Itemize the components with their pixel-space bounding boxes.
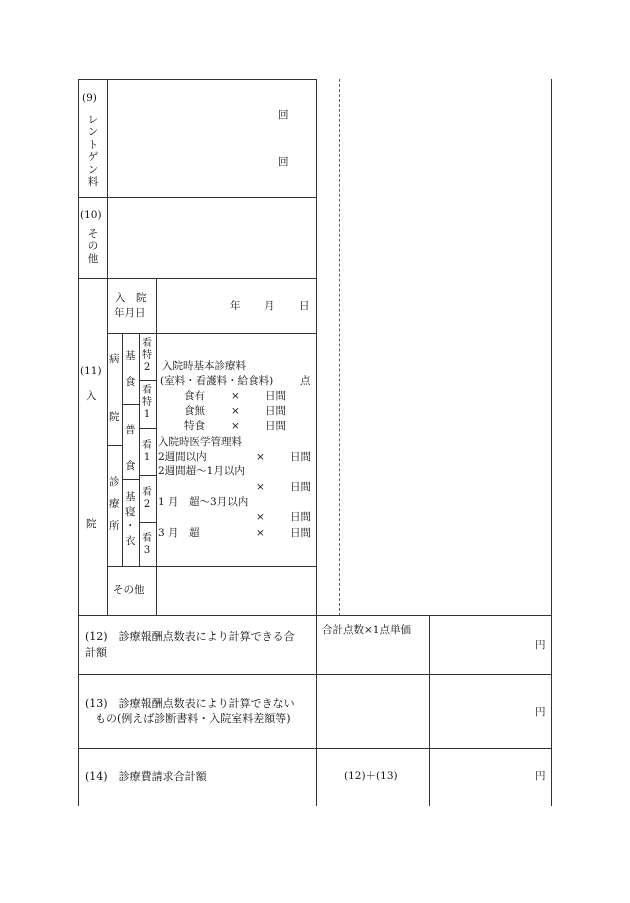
meal-base-char-1: 基 xyxy=(125,350,136,362)
clinic-char-3: 所 xyxy=(109,520,120,532)
meal-row-unit: 日間 xyxy=(265,390,286,402)
basic-fee-subtitle: (室料・看護料・給食料) xyxy=(160,375,274,387)
hline-9-10 xyxy=(78,197,316,198)
dashed-separator xyxy=(339,79,340,616)
mgmt-row-x: × xyxy=(256,511,265,523)
meal-row-label: 食有 xyxy=(184,390,205,402)
row10-number: (10) xyxy=(80,209,102,221)
row14-middle: (12)＋(13) xyxy=(344,770,398,782)
border-right xyxy=(551,79,552,806)
ward-char-2: 院 xyxy=(109,411,120,423)
hline-other xyxy=(107,566,316,567)
hline-nurse-4 xyxy=(139,522,156,523)
hline-10-11 xyxy=(78,278,316,279)
meal-row-x: × xyxy=(231,420,240,432)
border-left xyxy=(78,79,79,806)
mgmt-row-unit: 日間 xyxy=(290,451,311,463)
row12-label-line2: 計額 xyxy=(85,646,107,659)
nurse-cell-2: 看2 xyxy=(142,487,152,510)
mgmt-row-label: 2週間超〜1月以内 xyxy=(158,465,245,477)
hline-13 xyxy=(78,674,552,675)
meal-row-label: 食無 xyxy=(184,405,205,417)
mgmt-row-label: 1 月 超〜3月以内 xyxy=(158,496,249,508)
admission-date-label: 入 院 xyxy=(115,292,147,304)
bedding-char-3: ・ xyxy=(125,520,136,532)
mgmt-row-unit: 日間 xyxy=(290,511,311,523)
meal-row-unit: 日間 xyxy=(265,420,286,432)
clinic-char-1: 診 xyxy=(109,476,120,488)
row12-middle: 合計点数×1点単価 xyxy=(322,624,411,636)
mid-col-border-2 xyxy=(429,615,430,806)
hline-regular-bed xyxy=(122,479,139,480)
mgmt-row-x: × xyxy=(256,451,265,463)
row9-label: レントゲン料 xyxy=(87,114,99,188)
hline-nurse-2 xyxy=(139,428,156,429)
row14-label: (14) 診療費請求合計額 xyxy=(85,770,207,783)
hline-ward-clinic xyxy=(107,445,122,446)
hline-12 xyxy=(78,615,552,616)
admission-date-label-2: 年月日 xyxy=(114,307,146,319)
nurse-cell-1: 看1 xyxy=(142,440,152,463)
admission-label-border xyxy=(156,278,157,615)
mgmt-fee-title: 入院時医学管理料 xyxy=(158,436,242,448)
date-month: 月 xyxy=(264,300,275,312)
label-col-border xyxy=(107,79,108,616)
basic-fee-point: 点 xyxy=(300,375,311,387)
row9-unit-1: 回 xyxy=(278,109,289,121)
nurse-cell-3: 看3 xyxy=(142,533,152,556)
row12-yen: 円 xyxy=(535,639,546,651)
bedding-char-1: 基 xyxy=(125,491,136,503)
nurse-cell-special-1: 看特1 xyxy=(142,385,152,420)
row11-other-label: その他 xyxy=(113,584,145,596)
row10-label: その他 xyxy=(87,228,99,265)
left-block-right-border xyxy=(316,79,317,616)
row13-label-line1: (13) 診療報酬点数表により計算できない xyxy=(85,697,295,710)
bedding-char-4: 衣 xyxy=(125,535,136,547)
shoku-char: 食 xyxy=(125,460,136,472)
hline-meal-regular xyxy=(122,404,139,405)
row11-number: (11) xyxy=(80,365,102,377)
hline-14 xyxy=(78,748,552,749)
clinic-char-2: 療 xyxy=(109,498,120,510)
basic-fee-title: 入院時基本診療料 xyxy=(162,360,246,372)
row12-label-line1: (12) 診療報酬点数表により計算できる合 xyxy=(85,630,295,643)
mgmt-row-unit: 日間 xyxy=(290,481,311,493)
ward-char-1: 病 xyxy=(109,353,120,365)
hline-nurse-3 xyxy=(139,475,156,476)
mgmt-row-x: × xyxy=(256,481,265,493)
bedding-char-2: 寝 xyxy=(125,506,136,518)
mgmt-row-label: 3 月 超 xyxy=(158,527,200,539)
hline-top xyxy=(78,79,316,80)
meal-row-label: 特食 xyxy=(184,420,205,432)
meal-base-char-2: 食 xyxy=(125,376,136,388)
date-day: 日 xyxy=(299,300,310,312)
mgmt-row-label: 2週間以内 xyxy=(158,451,207,463)
hline-nurse-1 xyxy=(139,380,156,381)
row9-number: (9) xyxy=(82,92,97,104)
row9-unit-2: 回 xyxy=(278,156,289,168)
row11-label-top: 入 xyxy=(86,390,97,402)
nurse-cell-special-2: 看特2 xyxy=(142,338,152,373)
row11-label-bottom: 院 xyxy=(86,518,97,530)
mgmt-row-x: × xyxy=(256,527,265,539)
meal-row-x: × xyxy=(231,405,240,417)
meal-row-unit: 日間 xyxy=(265,405,286,417)
row13-yen: 円 xyxy=(535,706,546,718)
mid-col-border-1 xyxy=(316,615,317,806)
date-year: 年 xyxy=(230,300,241,312)
row14-yen: 円 xyxy=(535,770,546,782)
meal-row-x: × xyxy=(231,390,240,402)
regular-char: 普 xyxy=(125,424,136,436)
mgmt-row-unit: 日間 xyxy=(290,527,311,539)
row13-label-line2: もの(例えば診断書料・入院室料差額等) xyxy=(95,712,291,725)
ward-col-border xyxy=(122,333,123,566)
